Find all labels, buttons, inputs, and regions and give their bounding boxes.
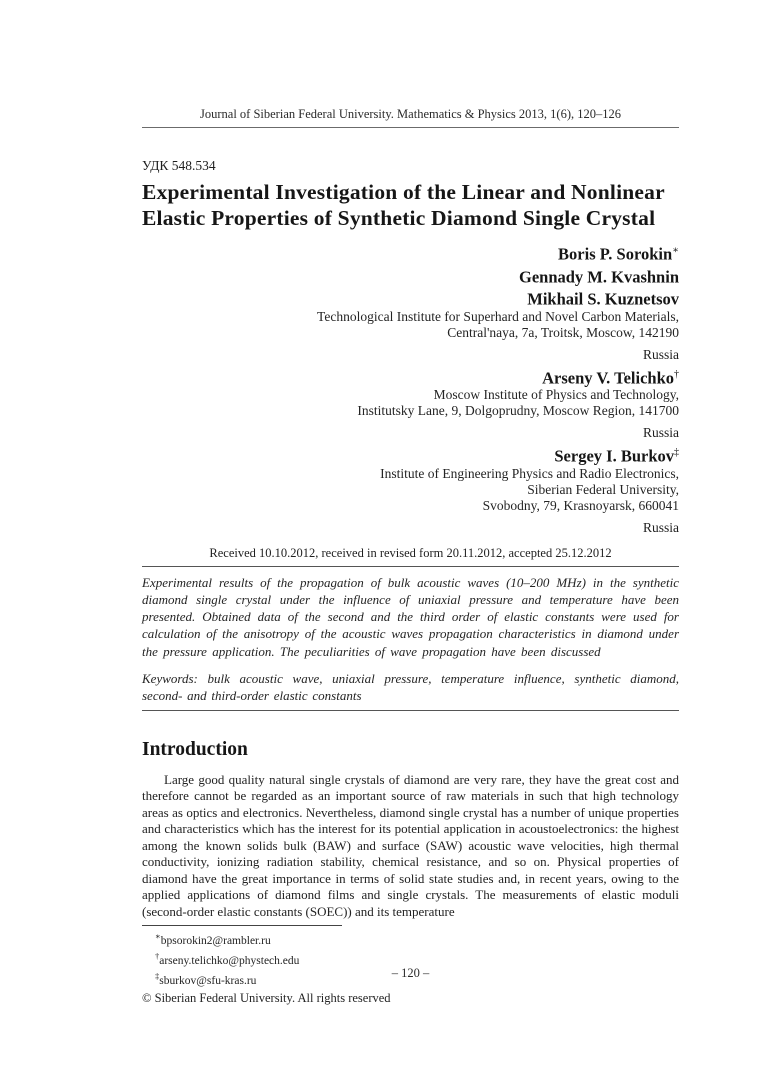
author-group-2 xyxy=(142,365,679,442)
authors-block xyxy=(142,241,679,536)
affiliation-line: Central'naya, 7a, Troitsk, Moscow, 142190 xyxy=(447,324,679,340)
journal-line: Journal of Siberian Federal University. Mathematics & Physics 2013, 1(6), 120–126 xyxy=(200,107,621,121)
keywords-text: Keywords: bulk acoustic wave, uniaxial pressure, temperature influence, synthetic diamond, second- and third-order elastic constants xyxy=(142,670,679,703)
author-name-burkov: Sergey I. Burkov‡ xyxy=(554,446,679,466)
author-mark-asterisk: ∗ xyxy=(672,245,679,256)
affiliation-line: Moscow Institute of Physics and Technology, xyxy=(433,387,679,402)
footnote-email-sorokin: ∗bpsorokin2@rambler.ru xyxy=(155,931,271,948)
article-title-line-2: Elastic Properties of Synthetic Diamond Single Crystal xyxy=(142,206,656,230)
affiliation-line: Institute of Engineering Physics and Radio Electronics, xyxy=(380,465,679,481)
abstract-block xyxy=(142,574,679,711)
received-line: Received 10.10.2012, received in revised form 20.11.2012, accepted 25.12.2012 xyxy=(142,546,679,567)
page-number: – 120 – xyxy=(391,966,430,980)
introduction-paragraph: Large good quality natural single crystals of diamond are very rare, they have the great cost and therefore cannot be regarded as an important source of raw materials in such that high technology areas as optics and electronics. Nevertheless, diamond single crystal has a number of unique properties and characteristics which has the interest for its potential application in acoustoelectronics: the highest among the known solids bulk (BAW) and surface (SAW) acoustic wave velocities, high thermal conductivity, ionizing radiation stability, chemical resistance, and so on. Physical properties of diamond have the great importance in terms of solid state studies and, in recent years, owing to the applied applications of diamond films and single crystals. The measurements of elastic moduli (second-order elastic constants (SOEC)) and its temperature xyxy=(142,771,679,919)
affiliation-line: Svobodny, 79, Krasnoyarsk, 660041 xyxy=(482,497,679,513)
author-name-telichko: Arseny V. Telichko† xyxy=(542,368,679,387)
author-group-3 xyxy=(142,443,679,536)
author-mark-double-dagger: ‡ xyxy=(674,447,679,458)
author-group-1 xyxy=(142,241,679,363)
running-header xyxy=(142,107,679,128)
author-name-kvashnin: Gennady M. Kvashnin xyxy=(518,267,679,286)
text-block xyxy=(142,0,679,1006)
copyright-line: © Siberian Federal University. All rights reserved xyxy=(142,990,391,1005)
affiliation-line: Technological Institute for Superhard and Novel Carbon Materials, xyxy=(317,308,679,324)
footnote-rule xyxy=(142,925,342,926)
article-title xyxy=(142,179,679,231)
udk-code: УДК 548.534 xyxy=(142,158,216,173)
section-heading-introduction: Introduction xyxy=(142,738,248,760)
country-line: Russia xyxy=(642,519,679,535)
footnote-email-burkov: ‡sburkov@sfu-kras.ru xyxy=(155,971,257,987)
affiliation-line: Institutsky Lane, 9, Dolgoprudny, Moscow Region, 141700 xyxy=(357,403,679,418)
article-title-line-1: Experimental Investigation of the Linear and Nonlinear xyxy=(142,180,665,204)
affiliation-line: Siberian Federal University, xyxy=(527,481,679,497)
country-line: Russia xyxy=(642,425,679,440)
footnote-email-telichko: †arseny.telichko@phystech.edu xyxy=(155,951,300,968)
country-line: Russia xyxy=(642,346,679,362)
author-name-kuznetsov: Mikhail S. Kuznetsov xyxy=(527,289,679,309)
author-name-sorokin: Boris P. Sorokin∗ xyxy=(558,244,679,264)
abstract-text: Experimental results of the propagation of bulk acoustic waves (10–200 MHz) in the synthetic diamond single crystal under the influence of uniaxial pressure and temperature have been presented. Obtained data of the second and the third order of elastic constants were used for calculation of the anisotropy of the acoustic waves propagation characteristics in diamond under the pressure application. The peculiarities of wave propagation have been discussed xyxy=(142,574,679,659)
author-mark-dagger: † xyxy=(674,368,679,380)
